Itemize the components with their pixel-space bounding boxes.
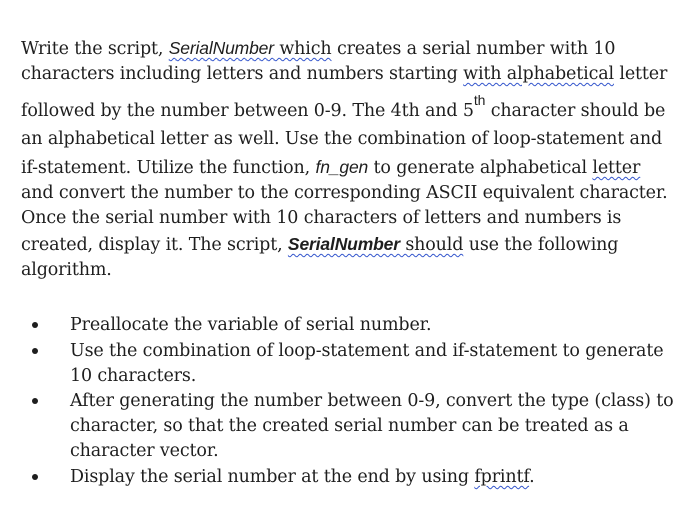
paragraph-line xyxy=(21,92,666,123)
list-item-continuation xyxy=(70,364,196,388)
text: Preallocate the variable of serial number. xyxy=(70,315,432,335)
paragraph-line xyxy=(21,62,667,86)
paragraph-line xyxy=(21,155,640,180)
text: letter xyxy=(592,158,641,178)
list-item xyxy=(70,339,663,363)
bullet-marker xyxy=(32,474,38,480)
text: character, so that the created serial number can be treated as a xyxy=(70,416,629,436)
text: to generate alphabetical xyxy=(368,158,593,178)
paragraph-line xyxy=(21,127,662,151)
bullet-marker xyxy=(32,398,38,404)
list-item-continuation xyxy=(70,439,219,463)
text: character should be xyxy=(485,101,666,121)
function-name: fn_gen xyxy=(315,157,369,177)
text: character vector. xyxy=(70,441,219,461)
text: Use the combination of loop-statement and if-statement to generate xyxy=(70,341,664,361)
list-item-continuation xyxy=(70,414,629,438)
paragraph-line xyxy=(21,206,621,230)
text: Once the serial number with 10 characters of letters and numbers is xyxy=(21,208,622,228)
text: After generating the number between 0-9, convert the type (class) to xyxy=(70,391,674,411)
text: which xyxy=(273,39,332,59)
text: letter xyxy=(613,64,668,84)
script-name: SerialNumber xyxy=(287,234,400,254)
paragraph-line xyxy=(21,232,618,257)
text: created, display it. The script, xyxy=(21,235,288,255)
text: 10 characters. xyxy=(70,366,197,386)
text: with alphabetical xyxy=(463,64,614,84)
text: Write the script, xyxy=(21,39,169,59)
text: if-statement. Utilize the function, xyxy=(21,158,316,178)
text: characters including letters and numbers starting xyxy=(21,64,464,84)
paragraph-line xyxy=(21,258,112,282)
text: should xyxy=(399,235,464,255)
text: creates a serial number with 10 xyxy=(331,39,616,59)
text: use the following xyxy=(463,235,619,255)
text: followed by the number between 0-9. The 4th and 5 xyxy=(21,101,474,121)
text: Display the serial number at the end by using xyxy=(70,467,475,487)
text: an alphabetical letter as well. Use the combination of loop-statement and xyxy=(21,129,662,149)
list-item xyxy=(70,389,674,413)
paragraph-line xyxy=(21,181,668,205)
script-name: SerialNumber xyxy=(168,38,274,58)
function-name: fprintf xyxy=(474,467,530,487)
paragraph-line xyxy=(21,36,615,61)
bullet-marker xyxy=(32,348,38,354)
superscript: th xyxy=(473,92,486,108)
text: algorithm. xyxy=(21,260,112,280)
text: . xyxy=(529,467,535,487)
bullet-marker xyxy=(32,322,38,328)
list-item xyxy=(70,313,431,337)
text: and convert the number to the corresponding ASCII equivalent character. xyxy=(21,183,668,203)
list-item xyxy=(70,465,534,489)
